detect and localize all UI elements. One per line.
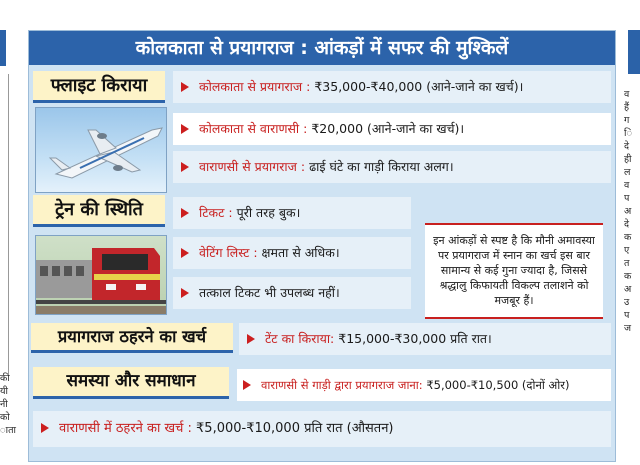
section-label-flight: फ्लाइट किराया (33, 71, 165, 103)
route-value: ढाई घंटे का गाड़ी किराया अलग। (309, 159, 454, 174)
left-column-rule (8, 74, 9, 374)
bullet-arrow-icon (181, 124, 189, 134)
bullet-arrow-icon (243, 380, 251, 390)
infographic-panel (28, 30, 616, 462)
right-text-fragment: दे (624, 219, 630, 230)
bullet-arrow-icon (181, 288, 189, 298)
route-label: टेंट का किराया: (265, 331, 335, 346)
right-text-fragment: उ (624, 297, 630, 308)
route-value: क्षमता से अधिक। (261, 245, 340, 260)
summary-note: इन आंकड़ों से स्पष्ट है कि मौनी अमावस्या पर प्रयागराज में स्नान का खर्च इस बार सामान्य से कई गुना ज्यादा है, जिससे श्रद्धालु किफायती विकल्प तलाशने को मजबूर हैं। (425, 223, 603, 319)
right-text-fragment: अ (624, 206, 632, 217)
solution-row-car (237, 369, 611, 401)
section-label-stay: प्रयागराज ठहरने का खर्च (31, 323, 233, 353)
solution-row-varanasi-stay (33, 411, 611, 447)
stay-row-tent (239, 323, 611, 355)
right-text-fragment: ि (624, 128, 633, 139)
route-value: ₹20,000 (आने-जाने का खर्च)। (311, 121, 465, 136)
bullet-arrow-icon (181, 82, 189, 92)
bullet-arrow-icon (181, 208, 189, 218)
right-text-fragment: ल (624, 167, 631, 178)
route-value: ₹35,000-₹40,000 (आने-जाने का खर्च)। (314, 79, 524, 94)
left-text-fragment: को (0, 412, 10, 423)
bullet-arrow-icon (41, 423, 49, 433)
train-photo (35, 235, 167, 315)
left-text-fragment: नी (0, 399, 8, 410)
left-text-fragment: की (0, 373, 10, 384)
section-label-train: ट्रेन की स्थिति (33, 195, 165, 227)
right-text-fragment: प (624, 310, 630, 321)
left-text-fragment: यी (0, 386, 8, 397)
right-blue-tab (628, 30, 640, 74)
right-column-fragment (622, 30, 640, 465)
section-label-solution: समस्या और समाधान (33, 367, 229, 399)
right-text-fragment: हैं (624, 102, 630, 113)
bullet-arrow-icon (247, 334, 255, 344)
right-text-fragment: व (624, 89, 630, 100)
right-text-fragment: ग (624, 115, 630, 126)
route-value: तत्काल टिकट भी उपलब्ध नहीं। (199, 285, 340, 300)
airplane-photo (35, 107, 167, 193)
right-text-fragment: ही (624, 154, 632, 165)
flight-row-varanasi-prayagraj (173, 151, 611, 183)
route-label: वेटिंग लिस्ट : (199, 245, 258, 260)
airplane-icon (36, 108, 167, 193)
flight-row-kolkata-prayagraj (173, 71, 611, 103)
left-column-fragment (0, 30, 16, 465)
route-label: टिकट : (199, 205, 233, 220)
route-label: वाराणसी में ठहरने का खर्च : (59, 421, 192, 436)
right-text-fragment: ए (624, 245, 630, 256)
bullet-arrow-icon (181, 248, 189, 258)
route-value: ₹5,000-₹10,000 प्रति रात (औसतन) (196, 421, 394, 436)
bullet-arrow-icon (181, 162, 189, 172)
infographic-title: कोलकाता से प्रयागराज : आंकड़ों में सफर की मुश्किलें (29, 31, 615, 65)
train-row-waiting (173, 237, 411, 269)
right-text-fragment: दे (624, 141, 630, 152)
route-label: वाराणसी से गाड़ी द्वारा प्रयागराज जाना: (261, 378, 423, 392)
right-text-fragment: प (624, 193, 630, 204)
right-text-fragment: व (624, 180, 630, 191)
left-blue-tab (0, 30, 6, 66)
flight-row-kolkata-varanasi (173, 113, 611, 145)
route-value: ₹5,000-₹10,500 (दोनों ओर) (426, 378, 570, 392)
right-text-fragment: त (624, 258, 630, 269)
right-text-fragment: अ (624, 284, 632, 295)
right-text-fragment: ज (624, 323, 632, 334)
route-label: कोलकाता से प्रयागराज : (199, 79, 311, 94)
right-text-fragment: क (624, 271, 632, 282)
route-value: पूरी तरह बुक। (236, 205, 301, 220)
route-label: कोलकाता से वाराणसी : (199, 121, 308, 136)
route-value: ₹15,000-₹30,000 प्रति रात। (338, 331, 492, 346)
train-icon (36, 236, 167, 315)
route-label: वाराणसी से प्रयागराज : (199, 159, 306, 174)
train-row-tatkal (173, 277, 411, 309)
right-text-fragment: क (624, 232, 632, 243)
train-row-ticket (173, 197, 411, 229)
left-text-fragment: ाता (0, 425, 16, 436)
